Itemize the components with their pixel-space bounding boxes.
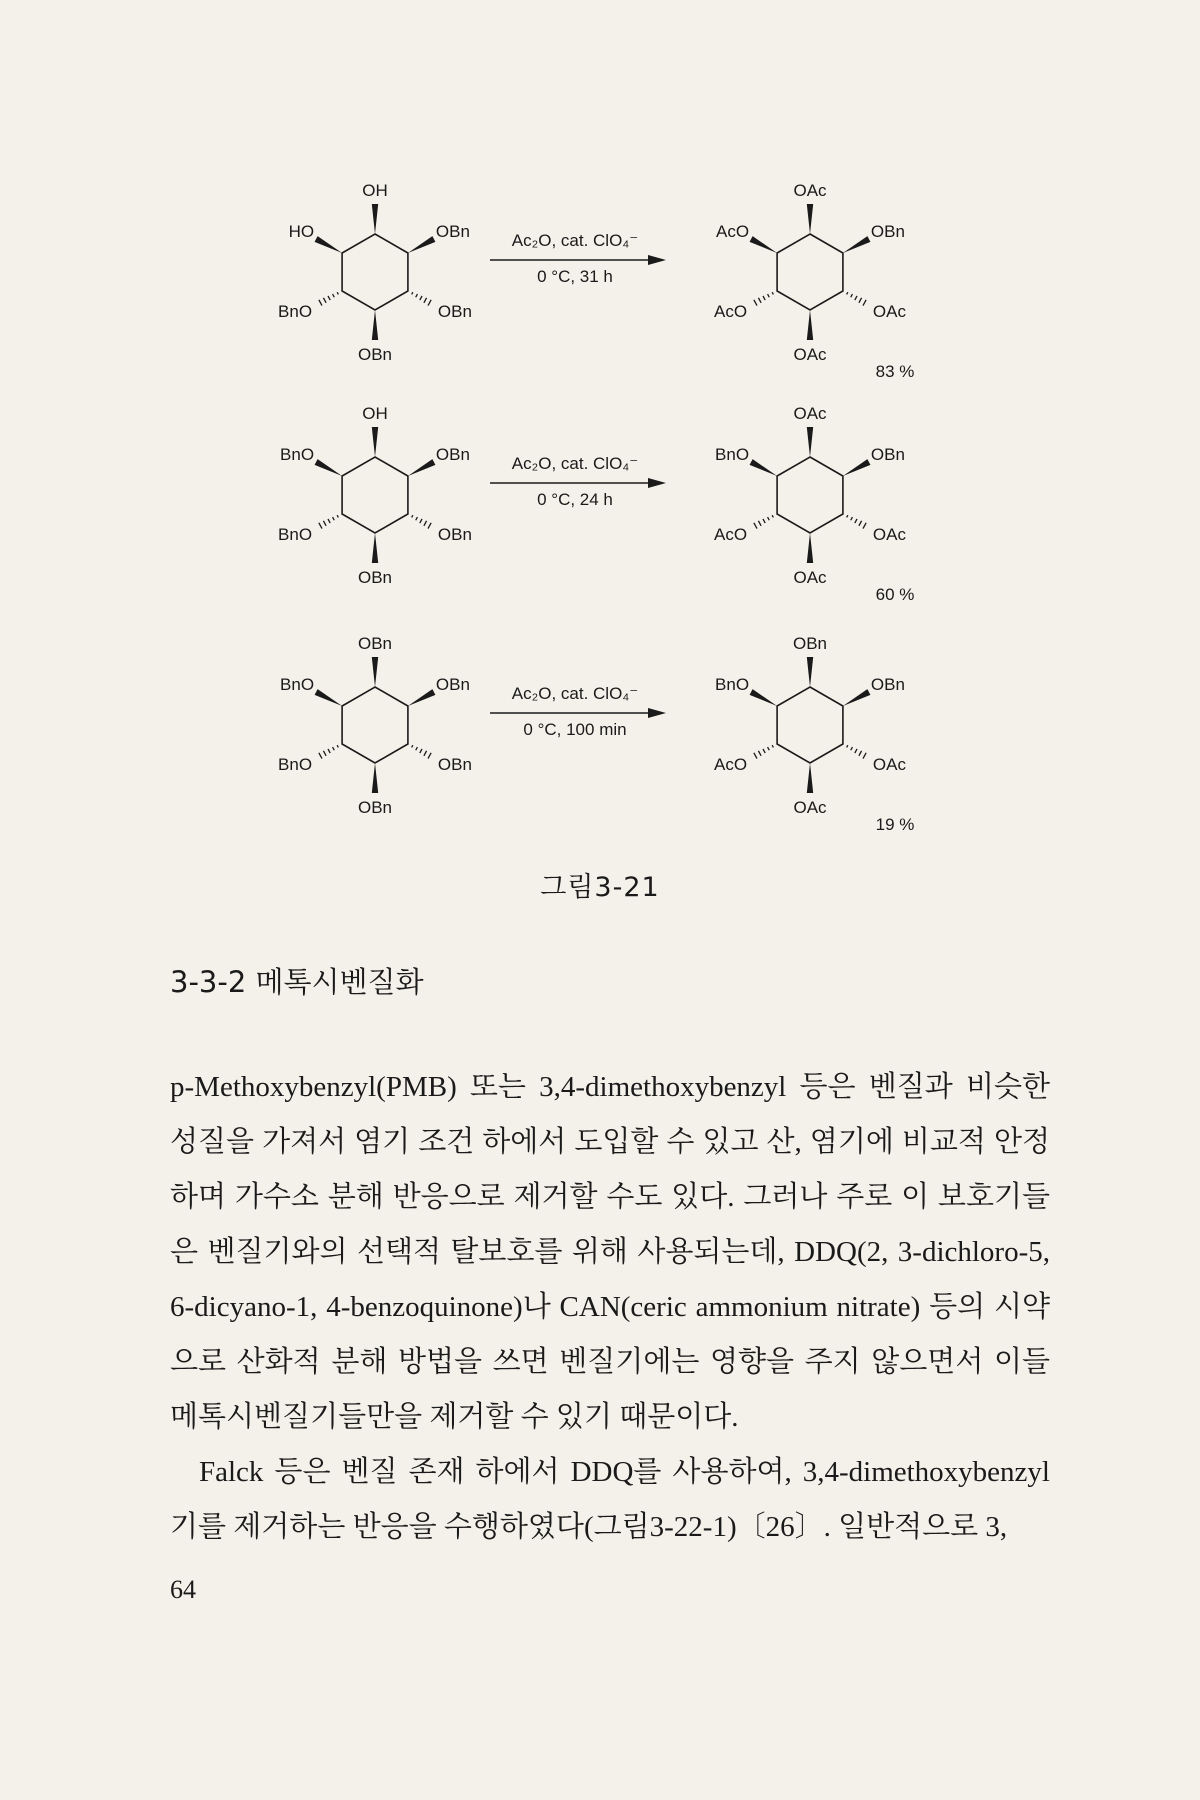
hash-line xyxy=(851,747,853,750)
hash-line xyxy=(333,747,335,750)
hash-line xyxy=(323,298,326,303)
hash-line xyxy=(863,753,866,759)
product-1-bond-top xyxy=(807,204,813,234)
product-1-sub-ul: AcO xyxy=(716,222,750,241)
product-1-bond-bottom xyxy=(807,310,813,340)
hash-line xyxy=(337,745,338,747)
reactant-1-sub-ul: HO xyxy=(288,222,315,241)
hash-line xyxy=(328,296,330,300)
hash-line xyxy=(851,517,853,520)
product-2-bond-ll xyxy=(754,515,774,528)
reactant-1-sub-bottom: OBn xyxy=(357,345,393,364)
product-3-bond-bottom xyxy=(807,763,813,793)
product-2-bond-bottom xyxy=(807,533,813,563)
product-1-bond-ur xyxy=(843,236,871,253)
reactant-3-bond-ur xyxy=(408,689,436,706)
product-2-sub-ur: OBn xyxy=(870,445,905,464)
reactant-3-sub-ll: BnO xyxy=(278,755,313,774)
reactant-1-bond-top xyxy=(372,204,378,234)
reactant-2-sub-bottom: OBn xyxy=(357,568,393,587)
reagent-label-2: Ac₂O, cat. ClO₄⁻ xyxy=(511,454,639,473)
reactant-1-bond-ul xyxy=(315,236,343,253)
hash-line xyxy=(758,751,761,756)
product-1-sub-ll: AcO xyxy=(714,302,748,321)
reactant-3-sub-ul: BnO xyxy=(280,675,315,694)
product-1-sub-lr: OAc xyxy=(872,302,906,321)
reactant-3-sub-bottom: OBn xyxy=(357,798,393,817)
hash-line xyxy=(323,521,326,526)
reactant-1-bond-ll xyxy=(319,292,339,305)
hash-line xyxy=(863,300,866,306)
figure-caption: 그림3-21 xyxy=(540,872,660,903)
paragraph-1: p-Methoxybenzyl(PMB) 또는 3,4-dimethoxybenzyl 등은 벤질과 비슷한 성질을 가져서 염기 조건 하에서 도입할 수 있고 산, 염기에 비교적 안정하며 가수소 분해 반응으로 제거할 수도 있다. 그러나 주로 이 보호기들은 벤질기와의 선택적 탈보호를 위해 사용되는데, DDQ(2, 3-dichloro-5, 6-dicyano-1, 4-benzoquinone)나 CAN(ceric ammonium nitrate) 등의 시약으로 산화적 분해 방법을 쓰면 벤질기에는 영향을 주지 않으면서 이들 메톡시벤질기들만을 제거할 수 있기 때문이다. xyxy=(170,1071,1050,1433)
product-2-sub-ul: BnO xyxy=(715,445,750,464)
product-2-sub-lr: OAc xyxy=(872,525,906,544)
reactant-3-ring xyxy=(342,687,408,763)
reactant-3-bond-ul xyxy=(315,689,343,706)
hash-line xyxy=(420,296,422,300)
reactant-3-bond-lr xyxy=(412,745,432,758)
reactant-1-sub-ur: OBn xyxy=(435,222,470,241)
hash-line xyxy=(333,294,335,297)
section-title: 3-3-2 메톡시벤질화 xyxy=(170,965,424,999)
product-3-sub-lr: OAc xyxy=(872,755,906,774)
reagent-label-3: Ac₂O, cat. ClO₄⁻ xyxy=(511,684,639,703)
product-3-sub-ll: AcO xyxy=(714,755,748,774)
hash-line xyxy=(851,294,853,297)
hash-line xyxy=(754,753,757,759)
hash-line xyxy=(859,521,862,526)
hash-line xyxy=(855,749,857,753)
hash-line xyxy=(863,523,866,529)
hash-line xyxy=(328,519,330,523)
hash-line xyxy=(754,300,757,306)
product-3-ring xyxy=(777,687,843,763)
reactant-1-sub-ll: BnO xyxy=(278,302,313,321)
product-1-sub-top: OAc xyxy=(793,181,827,200)
product-3-sub-top: OBn xyxy=(792,634,828,653)
hash-line xyxy=(323,751,326,756)
reactant-1-sub-lr: OBn xyxy=(437,302,472,321)
reactant-2-sub-lr: OBn xyxy=(437,525,472,544)
hash-line xyxy=(859,298,862,303)
reactant-2-bond-ul xyxy=(315,459,343,476)
hash-line xyxy=(328,749,330,753)
reactant-1-bond-lr xyxy=(412,292,432,305)
hash-line xyxy=(319,300,322,306)
product-3-bond-top xyxy=(807,657,813,687)
hash-line xyxy=(855,519,857,523)
reactant-2-ring xyxy=(342,457,408,533)
reaction-scheme xyxy=(0,0,1200,850)
hash-line xyxy=(319,753,322,759)
hash-line xyxy=(416,747,418,750)
reactant-1-sub-top: OH xyxy=(362,181,388,200)
reactant-2-bond-ll xyxy=(319,515,339,528)
hash-line xyxy=(420,519,422,523)
reactant-3-bond-ll xyxy=(319,745,339,758)
reactant-3-sub-ur: OBn xyxy=(435,675,470,694)
condition-label-3: 0 °C, 100 min xyxy=(523,720,627,739)
hash-line xyxy=(337,515,338,517)
product-3-bond-ul xyxy=(750,689,778,706)
product-2-sub-top: OAc xyxy=(793,404,827,423)
product-1-bond-ul xyxy=(750,236,778,253)
condition-label-1: 0 °C, 31 h xyxy=(537,267,613,286)
reactant-1-ring xyxy=(342,234,408,310)
product-2-bond-ul xyxy=(750,459,778,476)
product-2-sub-ll: AcO xyxy=(714,525,748,544)
reactant-2-sub-ul: BnO xyxy=(280,445,315,464)
body-text xyxy=(170,1060,1050,1555)
hash-line xyxy=(772,292,773,294)
hash-line xyxy=(333,517,335,520)
hash-line xyxy=(847,292,848,294)
hash-line xyxy=(424,298,427,303)
product-1-sub-ur: OBn xyxy=(870,222,905,241)
reactant-2-sub-ur: OBn xyxy=(435,445,470,464)
hash-line xyxy=(772,515,773,517)
yield-label-1: 83 % xyxy=(875,362,915,381)
product-2-bond-lr xyxy=(847,515,867,528)
reactant-2-bond-lr xyxy=(412,515,432,528)
product-1-bond-ll xyxy=(754,292,774,305)
yield-label-3: 19 % xyxy=(875,815,915,834)
product-2-bond-top xyxy=(807,427,813,457)
hash-line xyxy=(772,745,773,747)
reactant-2-sub-top: OH xyxy=(362,404,388,423)
hash-line xyxy=(416,294,418,297)
hash-line xyxy=(847,515,848,517)
hash-line xyxy=(758,521,761,526)
reactant-2-bond-top xyxy=(372,427,378,457)
hash-line xyxy=(412,515,413,517)
hash-line xyxy=(420,749,422,753)
product-3-bond-ur xyxy=(843,689,871,706)
reactant-3-sub-top: OBn xyxy=(357,634,393,653)
hash-line xyxy=(337,292,338,294)
product-1-ring xyxy=(777,234,843,310)
product-3-bond-lr xyxy=(847,745,867,758)
arrow-head-2 xyxy=(648,478,666,488)
arrow-head-3 xyxy=(648,708,666,718)
arrow-head-1 xyxy=(648,255,666,265)
product-3-sub-bottom: OAc xyxy=(793,798,827,817)
hash-line xyxy=(412,292,413,294)
hash-line xyxy=(763,749,765,753)
hash-line xyxy=(758,298,761,303)
hash-line xyxy=(763,296,765,300)
product-2-bond-ur xyxy=(843,459,871,476)
product-3-sub-ul: BnO xyxy=(715,675,750,694)
hash-line xyxy=(428,753,431,759)
condition-label-2: 0 °C, 24 h xyxy=(537,490,613,509)
page-number: 64 xyxy=(170,1575,196,1604)
product-3-sub-ur: OBn xyxy=(870,675,905,694)
hash-line xyxy=(412,745,413,747)
product-2-ring xyxy=(777,457,843,533)
hash-line xyxy=(855,296,857,300)
hash-line xyxy=(859,751,862,756)
hash-line xyxy=(416,517,418,520)
hash-line xyxy=(428,523,431,529)
paragraph-2: Falck 등은 벤질 존재 하에서 DDQ를 사용하여, 3,4-dimethoxybenzyl기를 제거하는 반응을 수행하였다(그림3-22-1)〔26〕. 일반적으로 3, xyxy=(170,1456,1050,1543)
hash-line xyxy=(768,747,770,750)
hash-line xyxy=(768,294,770,297)
reactant-2-bond-ur xyxy=(408,459,436,476)
product-1-bond-lr xyxy=(847,292,867,305)
product-1-sub-bottom: OAc xyxy=(793,345,827,364)
reactant-3-sub-lr: OBn xyxy=(437,755,472,774)
reactant-1-bond-ur xyxy=(408,236,436,253)
hash-line xyxy=(754,523,757,529)
hash-line xyxy=(424,751,427,756)
hash-line xyxy=(768,517,770,520)
hash-line xyxy=(424,521,427,526)
product-2-sub-bottom: OAc xyxy=(793,568,827,587)
reactant-2-sub-ll: BnO xyxy=(278,525,313,544)
hash-line xyxy=(319,523,322,529)
hash-line xyxy=(763,519,765,523)
product-3-bond-ll xyxy=(754,745,774,758)
yield-label-2: 60 % xyxy=(875,585,915,604)
hash-line xyxy=(428,300,431,306)
reagent-label-1: Ac₂O, cat. ClO₄⁻ xyxy=(511,231,639,250)
reactant-3-bond-top xyxy=(372,657,378,687)
hash-line xyxy=(847,745,848,747)
reactant-3-bond-bottom xyxy=(372,763,378,793)
reactant-2-bond-bottom xyxy=(372,533,378,563)
reactant-1-bond-bottom xyxy=(372,310,378,340)
